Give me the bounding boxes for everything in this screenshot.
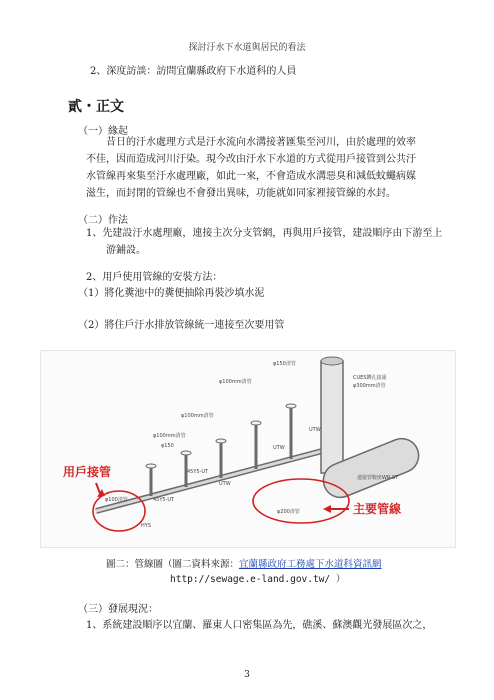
origin-paragraph: 昔日的汙水處理方式是汙水流向水溝接著匯集至河川，由於處理的效率不佳，因而造成河川汙染。現今改由汙水下水道的方式從用戶接管到公共汙水管線再來集至汙水處理廠，如此一來，不會造成水溝惡臭和減低蚊蠅病媒滋生，而封閉的管線也不會發出異味，功能就如同家裡接管線的水封。 [86,137,416,199]
method-step-2: （2）將住戶汙水排放管線統一連接至次要用管 [78,320,285,331]
development-heading: （三）發展現況： [78,604,158,615]
tech-label: UTW [309,427,321,433]
tech-label: UTW [273,445,285,451]
tech-label: 45Y5-UT [187,469,209,475]
page-header: 探討汙水下水道與居民的看法 [188,43,306,53]
tech-label: φ100mm清管 [153,433,186,439]
main-arrow-head [323,505,331,513]
caption-url: http://sewage.e-land.gov.tw/ ） [170,574,346,585]
tech-label: 連接管鞍座WR-ST [357,475,399,481]
riser-cap [321,357,343,365]
cleanout-cap [286,404,296,408]
cleanout-cap [146,464,156,468]
method-step-1: （1）將化糞池中的糞便抽除再裝沙填水泥 [78,288,265,299]
main-line-label: 主要管線 [353,502,402,516]
main-line-circle [253,479,349,523]
tech-label: CUES鑽孔接頭 [353,375,387,381]
cleanout-cap [216,439,226,443]
cleanout-cap [181,451,191,455]
development-item-1: 1、系統建設順序以宜蘭、羅東人口密集區為先，礁溪、蘇澳觀光發展區次之， [86,620,433,631]
tech-label: 45Y5-UT [153,497,175,503]
method-item-2: 2、用戶使用管線的安裝方法： [86,272,223,283]
interview-item: 2、深度訪談：訪問宜蘭縣政府下水道科的人員 [90,66,297,77]
origin-heading: （一）緣起 [78,126,128,137]
pipeline-drawing [41,351,455,547]
tech-label: φ100清管 [105,497,128,503]
tech-label: φ100mm清管 [181,413,214,419]
tech-label: φ150 [161,443,174,449]
page-number: 3 [244,670,250,680]
cleanout-cap [251,421,261,425]
tech-label: φ200清管 [277,509,300,515]
figure-caption [106,556,382,570]
tech-label: φ300mm清管 [353,383,386,389]
tech-label: φ100mm清管 [219,379,252,385]
riser-pipe [321,361,343,473]
method-heading: （二）作法 [78,215,128,226]
caption-prefix: 圖二：管線圖（圖二資料來源： [106,559,240,570]
tech-label: HYS [141,523,151,529]
tech-label: UTW [219,481,231,487]
tech-label: φ150清管 [273,361,296,367]
source-link[interactable]: 宜蘭縣政府工務處下水道科資訊網 [239,559,382,570]
method-item-1: 1、先建設汙水處理廠，連接主次分支管網，再與用戶接管，建設順序由下游至上游鋪設。 [86,228,443,256]
user-connection-label: 用戶接管 [63,465,112,479]
section-title: 貳・正文 [68,99,124,115]
pipeline-diagram [40,350,456,548]
